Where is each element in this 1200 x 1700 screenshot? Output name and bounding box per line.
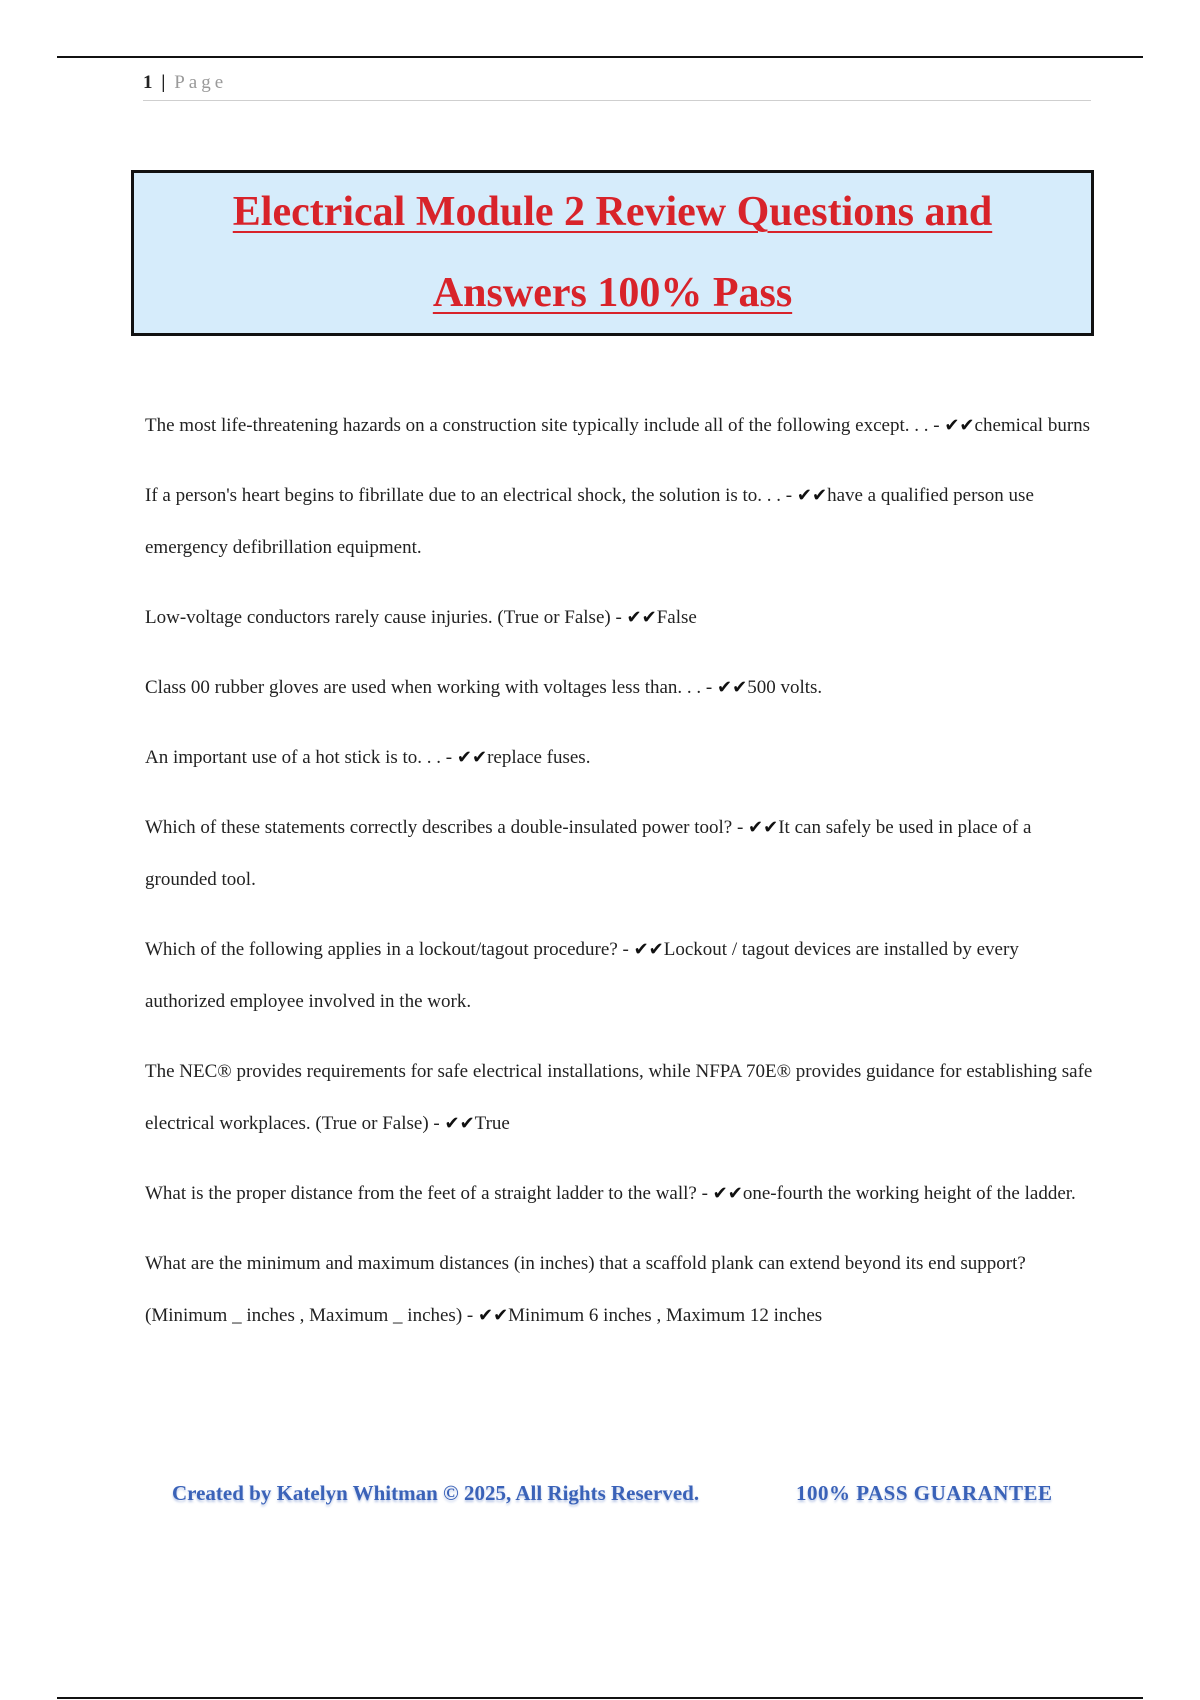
question-text: What is the proper distance from the feet of a straight ladder to the wall? - bbox=[145, 1183, 708, 1204]
qa-list bbox=[145, 400, 1095, 1360]
qa-item bbox=[145, 1238, 1095, 1342]
qa-item bbox=[145, 470, 1095, 574]
qa-item bbox=[145, 1046, 1095, 1150]
question-text: Which of these statements correctly describes a double-insulated power tool? - bbox=[145, 817, 744, 838]
question-text: Which of the following applies in a lockout/tagout procedure? - bbox=[145, 939, 629, 960]
qa-item bbox=[145, 1168, 1095, 1220]
answer-text: one-fourth the working height of the ladder. bbox=[742, 1183, 1076, 1204]
bottom-rule bbox=[57, 1697, 1143, 1699]
top-rule bbox=[57, 56, 1143, 58]
answer-text: It can safely be used in place of a grounded tool. bbox=[145, 817, 1032, 890]
qa-item bbox=[145, 592, 1095, 644]
answer-text: 500 volts. bbox=[747, 677, 823, 698]
double-check-icon: ✔✔ bbox=[444, 1113, 475, 1134]
double-check-icon: ✔✔ bbox=[456, 747, 488, 768]
question-text: If a person's heart begins to fibrillate due to an electrical shock, the solution is to. . . - bbox=[145, 485, 793, 506]
copyright-text: Created by Katelyn Whitman © 2025, All Rights Reserved. bbox=[172, 1481, 700, 1505]
page-number: 1 bbox=[143, 72, 155, 93]
double-check-icon: ✔✔ bbox=[717, 677, 748, 698]
qa-item bbox=[145, 732, 1095, 784]
double-check-icon: ✔✔ bbox=[748, 817, 779, 838]
question-text: What are the minimum and maximum distances (in inches) that a scaffold plank can extend beyond its end support? (Minimum _ inches , Maximum _ inches) - bbox=[145, 1253, 1026, 1326]
qa-item bbox=[145, 924, 1095, 1028]
double-check-icon: ✔✔ bbox=[633, 939, 664, 960]
qa-item bbox=[145, 400, 1095, 452]
question-text: The most life-threatening hazards on a construction site typically include all of the following except. . . - bbox=[145, 415, 940, 436]
answer-text: chemical burns bbox=[974, 415, 1091, 436]
document-title: Electrical Module 2 Review Questions and Answers 100% Pass bbox=[232, 189, 993, 316]
answer-text: Lockout / tagout devices are installed by every authorized employee involved in the work. bbox=[145, 939, 1019, 1012]
double-check-icon: ✔✔ bbox=[626, 607, 657, 628]
double-check-icon: ✔✔ bbox=[796, 485, 828, 506]
answer-text: replace fuses. bbox=[487, 747, 591, 768]
double-check-icon: ✔✔ bbox=[477, 1305, 509, 1326]
title-box bbox=[131, 170, 1094, 336]
question-text: Class 00 rubber gloves are used when working with voltages less than. . . - bbox=[145, 677, 713, 698]
question-text: Low-voltage conductors rarely cause injuries. (True or False) - bbox=[145, 607, 622, 628]
double-check-icon: ✔✔ bbox=[712, 1183, 743, 1204]
answer-text: True bbox=[474, 1113, 510, 1134]
page-header bbox=[143, 72, 1091, 101]
double-check-icon: ✔✔ bbox=[944, 415, 975, 436]
page-separator: | bbox=[161, 72, 168, 93]
page-word: Page bbox=[174, 72, 228, 93]
answer-text: have a qualified person use emergency defibrillation equipment. bbox=[145, 485, 1034, 558]
pass-guarantee-text: 100% PASS GUARANTEE bbox=[796, 1481, 1053, 1505]
answer-text: Minimum 6 inches , Maximum 12 inches bbox=[508, 1305, 823, 1326]
question-text: The NEC® provides requirements for safe electrical installations, while NFPA 70E® provides guidance for establishing safe electrical workplaces. (True or False) - bbox=[145, 1061, 1093, 1134]
qa-item bbox=[145, 662, 1095, 714]
answer-text: False bbox=[656, 607, 697, 628]
qa-item bbox=[145, 802, 1095, 906]
footer bbox=[0, 1481, 1200, 1521]
question-text: An important use of a hot stick is to. . . - bbox=[145, 747, 453, 768]
